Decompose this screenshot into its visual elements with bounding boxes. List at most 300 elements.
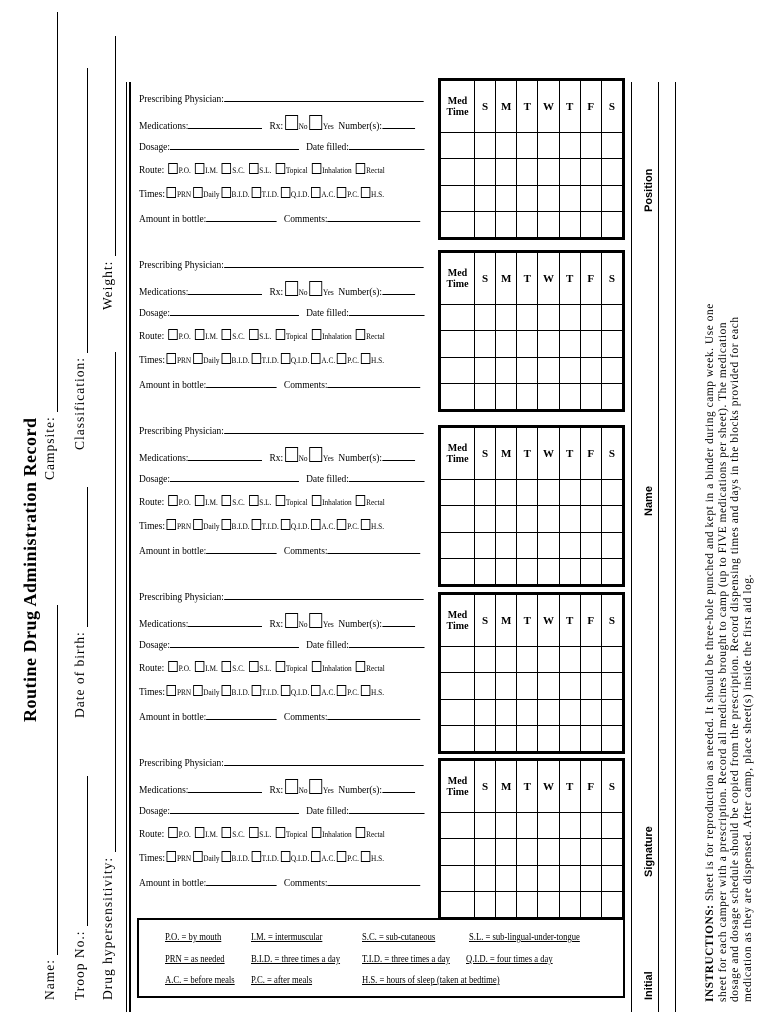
grid-cell[interactable] bbox=[601, 699, 622, 725]
route-checkbox[interactable] bbox=[356, 329, 365, 340]
times-checkbox[interactable] bbox=[193, 187, 202, 198]
route-checkbox[interactable] bbox=[356, 661, 365, 672]
route-checkbox[interactable] bbox=[195, 163, 204, 174]
grid-cell[interactable] bbox=[517, 331, 538, 357]
grid-cell[interactable] bbox=[441, 133, 475, 159]
grid-cell[interactable] bbox=[601, 480, 622, 506]
grid-cell[interactable] bbox=[475, 647, 496, 673]
times-checkbox[interactable] bbox=[221, 685, 230, 696]
grid-cell[interactable] bbox=[517, 813, 538, 839]
grid-cell[interactable] bbox=[538, 185, 559, 211]
route-checkbox[interactable] bbox=[195, 495, 204, 506]
day-header: M bbox=[496, 253, 517, 305]
grid-cell[interactable] bbox=[601, 532, 622, 558]
times-checkbox[interactable] bbox=[221, 353, 230, 364]
grid-cell[interactable] bbox=[538, 357, 559, 383]
amount-field[interactable] bbox=[206, 709, 277, 720]
times-checkbox[interactable] bbox=[337, 851, 346, 862]
grid-cell[interactable] bbox=[559, 133, 580, 159]
times-checkbox[interactable] bbox=[193, 519, 202, 530]
times-checkbox[interactable] bbox=[193, 685, 202, 696]
grid-cell[interactable] bbox=[475, 480, 496, 506]
grid-cell[interactable] bbox=[475, 725, 496, 751]
grid-cell[interactable] bbox=[517, 532, 538, 558]
grid-cell[interactable] bbox=[559, 813, 580, 839]
grid-cell[interactable] bbox=[559, 673, 580, 699]
rx-no-checkbox[interactable] bbox=[285, 115, 298, 130]
grid-cell[interactable] bbox=[580, 480, 601, 506]
route-checkbox[interactable] bbox=[276, 163, 285, 174]
grid-cell[interactable] bbox=[580, 725, 601, 751]
grid-cell[interactable] bbox=[580, 506, 601, 532]
grid-cell[interactable] bbox=[559, 891, 580, 917]
grid-cell[interactable] bbox=[538, 891, 559, 917]
grid-cell[interactable] bbox=[475, 699, 496, 725]
amount-field[interactable] bbox=[206, 543, 277, 554]
grid-cell[interactable] bbox=[538, 673, 559, 699]
route-checkbox[interactable] bbox=[249, 329, 258, 340]
grid-cell[interactable] bbox=[517, 865, 538, 891]
grid-cell[interactable] bbox=[441, 480, 475, 506]
route-checkbox[interactable] bbox=[222, 329, 231, 340]
grid-cell[interactable] bbox=[580, 813, 601, 839]
grid-cell[interactable] bbox=[475, 305, 496, 331]
grid-cell[interactable] bbox=[601, 159, 622, 185]
times-checkbox[interactable] bbox=[251, 187, 260, 198]
times-option: PRN bbox=[176, 687, 192, 697]
times-checkbox[interactable] bbox=[280, 685, 289, 696]
grid-cell[interactable] bbox=[441, 839, 475, 865]
grid-cell[interactable] bbox=[517, 839, 538, 865]
grid-cell[interactable] bbox=[496, 133, 517, 159]
grid-cell[interactable] bbox=[538, 383, 559, 409]
amount-field[interactable] bbox=[206, 377, 277, 388]
times-option: A.C. bbox=[321, 355, 336, 365]
grid-cell[interactable] bbox=[580, 647, 601, 673]
grid-cell[interactable] bbox=[496, 891, 517, 917]
grid-cell[interactable] bbox=[559, 357, 580, 383]
grid-cell[interactable] bbox=[441, 813, 475, 839]
hypersensitivity-field[interactable] bbox=[100, 353, 116, 1001]
grid-cell[interactable] bbox=[475, 891, 496, 917]
route-checkbox[interactable] bbox=[312, 661, 321, 672]
grid-cell[interactable] bbox=[559, 159, 580, 185]
date-filled-field[interactable] bbox=[349, 637, 425, 648]
grid-cell[interactable] bbox=[580, 159, 601, 185]
grid-cell[interactable] bbox=[496, 185, 517, 211]
times-checkbox[interactable] bbox=[167, 187, 176, 198]
grid-cell[interactable] bbox=[496, 673, 517, 699]
grid-cell[interactable] bbox=[559, 506, 580, 532]
numbers-field[interactable] bbox=[382, 284, 415, 295]
amount-field[interactable] bbox=[206, 211, 277, 222]
dosage-field[interactable] bbox=[170, 139, 299, 150]
grid-cell[interactable] bbox=[538, 558, 559, 584]
grid-cell[interactable] bbox=[441, 647, 475, 673]
times-checkbox[interactable] bbox=[280, 519, 289, 530]
physician-field[interactable] bbox=[224, 755, 424, 766]
grid-cell[interactable] bbox=[580, 133, 601, 159]
physician-field[interactable] bbox=[224, 423, 424, 434]
grid-cell[interactable] bbox=[580, 331, 601, 357]
route-checkbox[interactable] bbox=[249, 661, 258, 672]
times-checkbox[interactable] bbox=[167, 851, 176, 862]
grid-cell[interactable] bbox=[496, 305, 517, 331]
grid-cell[interactable] bbox=[441, 305, 475, 331]
grid-cell[interactable] bbox=[441, 211, 475, 237]
grid-cell[interactable] bbox=[580, 305, 601, 331]
grid-cell[interactable] bbox=[559, 725, 580, 751]
grid-cell[interactable] bbox=[496, 699, 517, 725]
grid-cell[interactable] bbox=[601, 211, 622, 237]
route-checkbox[interactable] bbox=[195, 827, 204, 838]
route-checkbox[interactable] bbox=[356, 163, 365, 174]
grid-cell[interactable] bbox=[441, 865, 475, 891]
grid-cell[interactable] bbox=[601, 506, 622, 532]
times-checkbox[interactable] bbox=[311, 851, 320, 862]
route-checkbox[interactable] bbox=[276, 495, 285, 506]
physician-field[interactable] bbox=[224, 91, 424, 102]
medications-field[interactable] bbox=[188, 616, 262, 627]
times-checkbox[interactable] bbox=[280, 353, 289, 364]
grid-cell[interactable] bbox=[475, 558, 496, 584]
grid-cell[interactable] bbox=[580, 185, 601, 211]
grid-cell[interactable] bbox=[496, 865, 517, 891]
comments-field[interactable] bbox=[328, 377, 421, 388]
times-checkbox[interactable] bbox=[361, 851, 370, 862]
times-checkbox[interactable] bbox=[337, 685, 346, 696]
physician-field[interactable] bbox=[224, 589, 424, 600]
route-checkbox[interactable] bbox=[312, 163, 321, 174]
grid-cell[interactable] bbox=[441, 357, 475, 383]
grid-cell[interactable] bbox=[538, 647, 559, 673]
grid-cell[interactable] bbox=[559, 211, 580, 237]
comments-field[interactable] bbox=[328, 543, 421, 554]
grid-cell[interactable] bbox=[601, 813, 622, 839]
numbers-field[interactable] bbox=[382, 118, 415, 129]
dosage-field[interactable] bbox=[170, 803, 299, 814]
date-filled-field[interactable] bbox=[349, 305, 425, 316]
grid-cell[interactable] bbox=[580, 865, 601, 891]
grid-cell[interactable] bbox=[601, 891, 622, 917]
grid-cell[interactable] bbox=[441, 725, 475, 751]
grid-cell[interactable] bbox=[441, 673, 475, 699]
grid-cell[interactable] bbox=[601, 865, 622, 891]
grid-cell[interactable] bbox=[496, 839, 517, 865]
route-checkbox[interactable] bbox=[249, 163, 258, 174]
times-checkbox[interactable] bbox=[361, 685, 370, 696]
day-header: M bbox=[496, 761, 517, 813]
comments-field[interactable] bbox=[328, 875, 421, 886]
rx-no-checkbox[interactable] bbox=[285, 779, 298, 794]
times-checkbox[interactable] bbox=[193, 851, 202, 862]
times-checkbox[interactable] bbox=[337, 519, 346, 530]
numbers-field[interactable] bbox=[382, 616, 415, 627]
times-checkbox[interactable] bbox=[311, 519, 320, 530]
route-checkbox[interactable] bbox=[168, 495, 177, 506]
grid-cell[interactable] bbox=[517, 159, 538, 185]
times-checkbox[interactable] bbox=[251, 851, 260, 862]
grid-cell[interactable] bbox=[441, 331, 475, 357]
grid-cell[interactable] bbox=[538, 725, 559, 751]
times-checkbox[interactable] bbox=[361, 187, 370, 198]
grid-cell[interactable] bbox=[538, 506, 559, 532]
grid-cell[interactable] bbox=[580, 357, 601, 383]
classification-field[interactable] bbox=[72, 68, 88, 450]
grid-cell[interactable] bbox=[580, 532, 601, 558]
grid-cell[interactable] bbox=[580, 891, 601, 917]
grid-cell[interactable] bbox=[517, 357, 538, 383]
grid-cell[interactable] bbox=[475, 357, 496, 383]
grid-cell[interactable] bbox=[517, 725, 538, 751]
grid-cell[interactable] bbox=[559, 647, 580, 673]
grid-cell[interactable] bbox=[601, 305, 622, 331]
grid-cell[interactable] bbox=[559, 558, 580, 584]
times-option: PRN bbox=[176, 355, 192, 365]
grid-cell[interactable] bbox=[559, 699, 580, 725]
campsite-field[interactable] bbox=[42, 12, 58, 480]
route-checkbox[interactable] bbox=[312, 329, 321, 340]
grid-cell[interactable] bbox=[475, 532, 496, 558]
grid-cell[interactable] bbox=[496, 558, 517, 584]
grid-cell[interactable] bbox=[496, 532, 517, 558]
grid-cell[interactable] bbox=[538, 532, 559, 558]
grid-cell[interactable] bbox=[601, 647, 622, 673]
grid-cell[interactable] bbox=[538, 865, 559, 891]
grid-cell[interactable] bbox=[475, 331, 496, 357]
abbreviation-legend bbox=[137, 918, 625, 998]
grid-cell[interactable] bbox=[475, 673, 496, 699]
rx-yes-checkbox[interactable] bbox=[309, 613, 322, 628]
grid-cell[interactable] bbox=[559, 480, 580, 506]
grid-cell[interactable] bbox=[538, 211, 559, 237]
times-checkbox[interactable] bbox=[280, 851, 289, 862]
grid-cell[interactable] bbox=[538, 813, 559, 839]
numbers-field[interactable] bbox=[382, 782, 415, 793]
times-checkbox[interactable] bbox=[361, 353, 370, 364]
grid-cell[interactable] bbox=[517, 480, 538, 506]
dosage-field[interactable] bbox=[170, 637, 299, 648]
grid-cell[interactable] bbox=[601, 839, 622, 865]
grid-cell[interactable] bbox=[441, 383, 475, 409]
times-checkbox[interactable] bbox=[311, 187, 320, 198]
grid-cell[interactable] bbox=[496, 725, 517, 751]
grid-cell[interactable] bbox=[441, 532, 475, 558]
grid-cell[interactable] bbox=[517, 673, 538, 699]
grid-cell[interactable] bbox=[601, 357, 622, 383]
grid-cell[interactable] bbox=[475, 506, 496, 532]
grid-cell[interactable] bbox=[517, 891, 538, 917]
dosage-field[interactable] bbox=[170, 305, 299, 316]
date-filled-field[interactable] bbox=[349, 139, 425, 150]
times-checkbox[interactable] bbox=[280, 187, 289, 198]
grid-cell[interactable] bbox=[496, 357, 517, 383]
route-checkbox[interactable] bbox=[276, 827, 285, 838]
grid-cell[interactable] bbox=[538, 839, 559, 865]
grid-cell[interactable] bbox=[559, 331, 580, 357]
grid-cell[interactable] bbox=[496, 506, 517, 532]
route-checkbox[interactable] bbox=[222, 495, 231, 506]
grid-cell[interactable] bbox=[601, 558, 622, 584]
times-checkbox[interactable] bbox=[311, 353, 320, 364]
rx-no-checkbox[interactable] bbox=[285, 613, 298, 628]
grid-cell[interactable] bbox=[601, 133, 622, 159]
route-checkbox[interactable] bbox=[168, 329, 177, 340]
times-checkbox[interactable] bbox=[167, 353, 176, 364]
comments-field[interactable] bbox=[328, 709, 421, 720]
route-checkbox[interactable] bbox=[312, 495, 321, 506]
grid-cell[interactable] bbox=[538, 480, 559, 506]
numbers-field[interactable] bbox=[382, 450, 415, 461]
grid-cell[interactable] bbox=[475, 159, 496, 185]
rx-yes-checkbox[interactable] bbox=[309, 281, 322, 296]
grid-cell[interactable] bbox=[538, 133, 559, 159]
grid-cell[interactable] bbox=[475, 865, 496, 891]
grid-cell[interactable] bbox=[580, 558, 601, 584]
route-checkbox[interactable] bbox=[249, 495, 258, 506]
grid-cell[interactable] bbox=[559, 305, 580, 331]
grid-cell[interactable] bbox=[496, 331, 517, 357]
grid-cell[interactable] bbox=[601, 725, 622, 751]
grid-cell[interactable] bbox=[538, 699, 559, 725]
times-checkbox[interactable] bbox=[251, 685, 260, 696]
grid-cell[interactable] bbox=[475, 185, 496, 211]
route-checkbox[interactable] bbox=[356, 495, 365, 506]
grid-cell[interactable] bbox=[517, 211, 538, 237]
grid-cell[interactable] bbox=[601, 383, 622, 409]
grid-cell[interactable] bbox=[496, 813, 517, 839]
grid-cell[interactable] bbox=[475, 813, 496, 839]
times-checkbox[interactable] bbox=[251, 353, 260, 364]
times-checkbox[interactable] bbox=[337, 353, 346, 364]
rx-no-checkbox[interactable] bbox=[285, 281, 298, 296]
grid-cell[interactable] bbox=[496, 383, 517, 409]
amount-label: Amount in bottle: bbox=[139, 711, 207, 723]
route-checkbox[interactable] bbox=[195, 661, 204, 672]
grid-cell[interactable] bbox=[496, 647, 517, 673]
route-checkbox[interactable] bbox=[222, 661, 231, 672]
route-checkbox[interactable] bbox=[312, 827, 321, 838]
grid-cell[interactable] bbox=[538, 331, 559, 357]
comments-field[interactable] bbox=[328, 211, 421, 222]
route-checkbox[interactable] bbox=[168, 163, 177, 174]
grid-cell[interactable] bbox=[580, 673, 601, 699]
grid-cell[interactable] bbox=[496, 211, 517, 237]
times-checkbox[interactable] bbox=[361, 519, 370, 530]
route-checkbox[interactable] bbox=[168, 661, 177, 672]
grid-cell[interactable] bbox=[441, 699, 475, 725]
grid-cell[interactable] bbox=[517, 558, 538, 584]
medications-field[interactable] bbox=[188, 450, 262, 461]
grid-cell[interactable] bbox=[496, 159, 517, 185]
physician-field[interactable] bbox=[224, 257, 424, 268]
amount-field[interactable] bbox=[206, 875, 277, 886]
dob-field[interactable] bbox=[72, 487, 88, 718]
grid-cell[interactable] bbox=[580, 211, 601, 237]
rx-yes-checkbox[interactable] bbox=[309, 115, 322, 130]
times-checkbox[interactable] bbox=[337, 187, 346, 198]
route-option: Rectal bbox=[366, 165, 385, 175]
route-checkbox[interactable] bbox=[222, 827, 231, 838]
troop-field[interactable] bbox=[72, 776, 88, 1000]
grid-cell[interactable] bbox=[441, 185, 475, 211]
grid-cell[interactable] bbox=[496, 480, 517, 506]
rx-no-checkbox[interactable] bbox=[285, 447, 298, 462]
legend-item: Q.I.D. = four times a day bbox=[466, 954, 553, 965]
grid-cell[interactable] bbox=[559, 185, 580, 211]
physician-label: Prescribing Physician: bbox=[139, 757, 224, 769]
grid-cell[interactable] bbox=[538, 159, 559, 185]
grid-cell[interactable] bbox=[517, 305, 538, 331]
grid-cell[interactable] bbox=[559, 839, 580, 865]
times-checkbox[interactable] bbox=[311, 685, 320, 696]
rx-yes-checkbox[interactable] bbox=[309, 779, 322, 794]
route-checkbox[interactable] bbox=[276, 329, 285, 340]
medications-field[interactable] bbox=[188, 284, 262, 295]
grid-cell[interactable] bbox=[601, 331, 622, 357]
grid-cell[interactable] bbox=[601, 185, 622, 211]
grid-cell[interactable] bbox=[441, 558, 475, 584]
times-checkbox[interactable] bbox=[221, 519, 230, 530]
grid-cell[interactable] bbox=[601, 673, 622, 699]
times-checkbox[interactable] bbox=[251, 519, 260, 530]
grid-cell[interactable] bbox=[517, 506, 538, 532]
date-filled-field[interactable] bbox=[349, 803, 425, 814]
times-checkbox[interactable] bbox=[167, 685, 176, 696]
grid-cell[interactable] bbox=[475, 383, 496, 409]
times-checkbox[interactable] bbox=[193, 353, 202, 364]
grid-cell[interactable] bbox=[580, 699, 601, 725]
grid-cell[interactable] bbox=[517, 185, 538, 211]
rx-yes-checkbox[interactable] bbox=[309, 447, 322, 462]
grid-cell[interactable] bbox=[559, 383, 580, 409]
dosage-field[interactable] bbox=[170, 471, 299, 482]
amount-label: Amount in bottle: bbox=[139, 545, 207, 557]
route-checkbox[interactable] bbox=[276, 661, 285, 672]
grid-cell[interactable] bbox=[538, 305, 559, 331]
grid-cell[interactable] bbox=[475, 211, 496, 237]
times-checkbox[interactable] bbox=[221, 851, 230, 862]
times-label: Times: bbox=[139, 188, 165, 200]
times-checkbox[interactable] bbox=[221, 187, 230, 198]
grid-cell[interactable] bbox=[441, 891, 475, 917]
medications-field[interactable] bbox=[188, 782, 262, 793]
grid-cell[interactable] bbox=[517, 647, 538, 673]
route-checkbox[interactable] bbox=[356, 827, 365, 838]
grid-cell[interactable] bbox=[580, 383, 601, 409]
grid-cell[interactable] bbox=[517, 133, 538, 159]
grid-cell[interactable] bbox=[441, 506, 475, 532]
grid-cell[interactable] bbox=[441, 159, 475, 185]
legend-item: P.O. = by mouth bbox=[165, 932, 222, 943]
grid-cell[interactable] bbox=[475, 133, 496, 159]
route-checkbox[interactable] bbox=[168, 827, 177, 838]
grid-cell[interactable] bbox=[559, 532, 580, 558]
medications-field[interactable] bbox=[188, 118, 262, 129]
weight-field[interactable] bbox=[100, 36, 116, 310]
date-filled-field[interactable] bbox=[349, 471, 425, 482]
route-checkbox[interactable] bbox=[222, 163, 231, 174]
route-checkbox[interactable] bbox=[195, 329, 204, 340]
name-field[interactable] bbox=[42, 605, 58, 1000]
grid-cell[interactable] bbox=[559, 865, 580, 891]
grid-cell[interactable] bbox=[475, 839, 496, 865]
route-checkbox[interactable] bbox=[249, 827, 258, 838]
grid-cell[interactable] bbox=[517, 383, 538, 409]
grid-cell[interactable] bbox=[517, 699, 538, 725]
times-checkbox[interactable] bbox=[167, 519, 176, 530]
grid-cell[interactable] bbox=[580, 839, 601, 865]
